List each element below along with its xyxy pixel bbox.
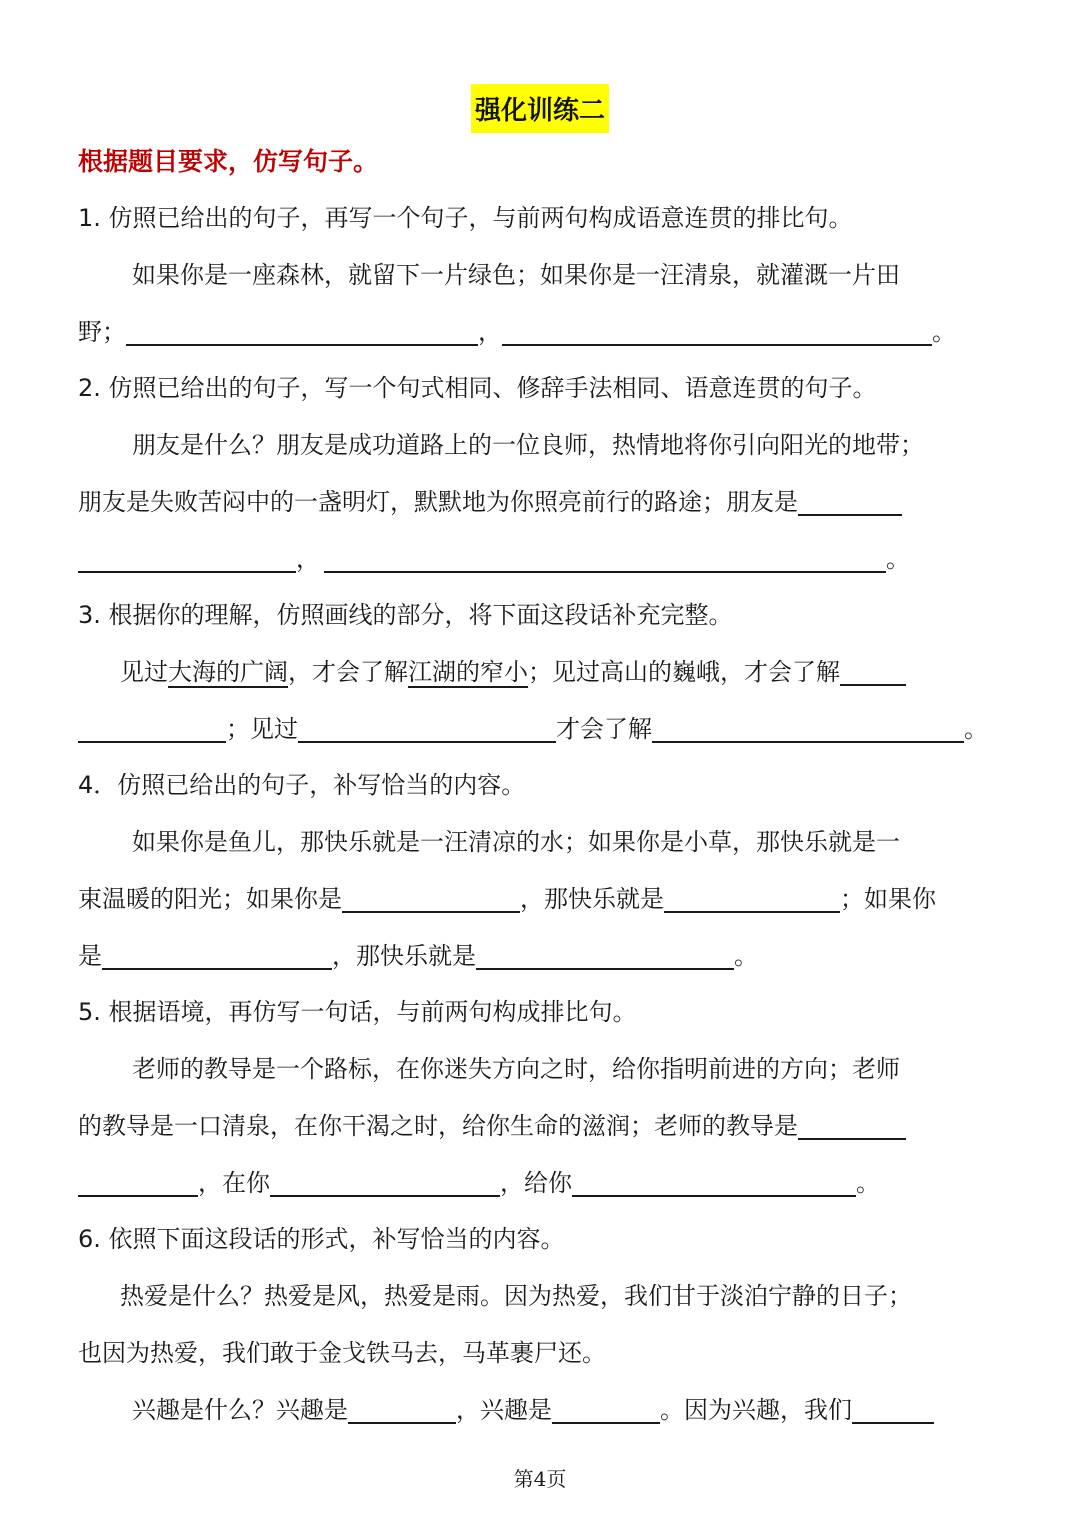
q3-prompt: 3. 根据你的理解，仿照画线的部分，将下面这段话补充完整。 (78, 601, 733, 629)
q4-t2c: ；如果你 (840, 885, 936, 913)
q5-prompt: 5. 根据语境，再仿写一句话，与前两句构成排比句。 (78, 998, 637, 1026)
q1-text2a: 野； (78, 318, 126, 346)
q5-text-line3 (78, 1163, 1002, 1203)
q6-t3a: 兴趣是什么？兴趣是 (132, 1396, 348, 1424)
q1-text2b: ， (478, 318, 502, 346)
q4-t3b: ，那快乐就是 (332, 942, 476, 970)
q5-blank-1[interactable] (798, 1137, 906, 1140)
q3-blank-4[interactable] (652, 740, 964, 743)
q6-text-line3 (78, 1390, 1002, 1430)
q6-blank-1[interactable] (348, 1421, 456, 1424)
page-number: 第4页 (513, 1467, 567, 1491)
q3-blank-1[interactable] (840, 683, 906, 686)
worksheet-title: 强化训练二 (471, 84, 609, 133)
q4-t2b: ，那快乐就是 (520, 885, 664, 913)
q3-t5: 才会了解 (556, 715, 652, 743)
q4-blank-1[interactable] (342, 910, 520, 913)
q1-blank-2[interactable] (502, 343, 932, 346)
q3-t1: 见过 (120, 658, 168, 686)
q6-t3c: 。因为兴趣，我们 (660, 1396, 852, 1424)
q3-underlined-2: 江湖的窄小 (408, 658, 528, 686)
q5-text-line1: 老师的教导是一个路标，在你迷失方向之时，给你指明前进的方向；老师 (132, 1055, 900, 1083)
q2-text3a: ， (296, 545, 320, 573)
q2-text2: 朋友是失败苦闷中的一盏明灯，默默地为你照亮前行的路途；朋友是 (78, 488, 798, 516)
q4-t2a: 束温暖的阳光；如果你是 (78, 885, 342, 913)
q6-blank-2[interactable] (552, 1421, 660, 1424)
q6-text-line2: 也因为热爱，我们敢于金戈铁马去，马革裹尸还。 (78, 1339, 606, 1367)
q5-text2: 的教导是一口清泉，在你干渴之时，给你生命的滋润；老师的教导是 (78, 1112, 798, 1140)
q5-blank-3[interactable] (270, 1194, 500, 1197)
q6-blank-3[interactable] (852, 1421, 934, 1424)
q5-blank-2[interactable] (78, 1194, 198, 1197)
q6-text-line1: 热爱是什么？热爱是风，热爱是雨。因为热爱，我们甘于淡泊宁静的日子； (120, 1282, 912, 1310)
q3-blank-2[interactable] (78, 740, 226, 743)
q2-text-line2 (78, 482, 1002, 522)
q6-prompt: 6. 依照下面这段话的形式，补写恰当的内容。 (78, 1225, 565, 1253)
q3-text-line1 (78, 652, 1002, 692)
q4-blank-2[interactable] (664, 910, 840, 913)
q5-blank-4[interactable] (572, 1194, 856, 1197)
q3-t2: ，才会了解 (288, 658, 408, 686)
q1-text2c: 。 (932, 318, 956, 346)
q4-t3c: 。 (734, 942, 758, 970)
q4-blank-4[interactable] (476, 967, 734, 970)
q5-text-line2 (78, 1106, 1002, 1146)
q4-text-line2 (78, 879, 1002, 919)
q1-text-line1: 如果你是一座森林，就留下一片绿色；如果你是一汪清泉，就灌溉一片田 (132, 261, 900, 289)
q6-t3b: ，兴趣是 (456, 1396, 552, 1424)
q2-blank-2[interactable] (78, 570, 296, 573)
q5-t3b: ，给你 (500, 1169, 572, 1197)
q3-t4: ；见过 (226, 715, 298, 743)
q2-text-line3 (78, 539, 1002, 579)
q2-prompt: 2. 仿照已给出的句子，写一个句式相同、修辞手法相同、语意连贯的句子。 (78, 374, 877, 402)
q3-t6: 。 (964, 715, 988, 743)
q2-blank-1[interactable] (798, 513, 902, 516)
q4-text-line1: 如果你是鱼儿，那快乐就是一汪清凉的水；如果你是小草，那快乐就是一 (132, 828, 900, 856)
q4-prompt: 4．仿照已给出的句子，补写恰当的内容。 (78, 771, 526, 799)
q1-prompt: 1. 仿照已给出的句子，再写一个句子，与前两句构成语意连贯的排比句。 (78, 204, 853, 232)
q3-blank-3[interactable] (298, 740, 556, 743)
q3-underlined-1: 大海的广阔 (168, 658, 288, 686)
q4-t3a: 是 (78, 942, 102, 970)
q5-t3c: 。 (856, 1169, 880, 1197)
q5-t3a: ，在你 (198, 1169, 270, 1197)
q3-text-line2 (78, 709, 1002, 749)
q1-text-line2 (78, 312, 1002, 352)
q2-text3b: 。 (886, 545, 910, 573)
q1-blank-1[interactable] (126, 343, 478, 346)
q4-blank-3[interactable] (102, 967, 332, 970)
q4-text-line3 (78, 936, 1002, 976)
q2-blank-3[interactable] (324, 570, 886, 573)
q2-text-line1: 朋友是什么？朋友是成功道路上的一位良师，热情地将你引向阳光的地带； (132, 431, 924, 459)
q3-t3: ；见过高山的巍峨，才会了解 (528, 658, 840, 686)
worksheet-title-wrap (0, 84, 1080, 133)
section-instruction: 根据题目要求，仿写句子。 (78, 147, 379, 176)
